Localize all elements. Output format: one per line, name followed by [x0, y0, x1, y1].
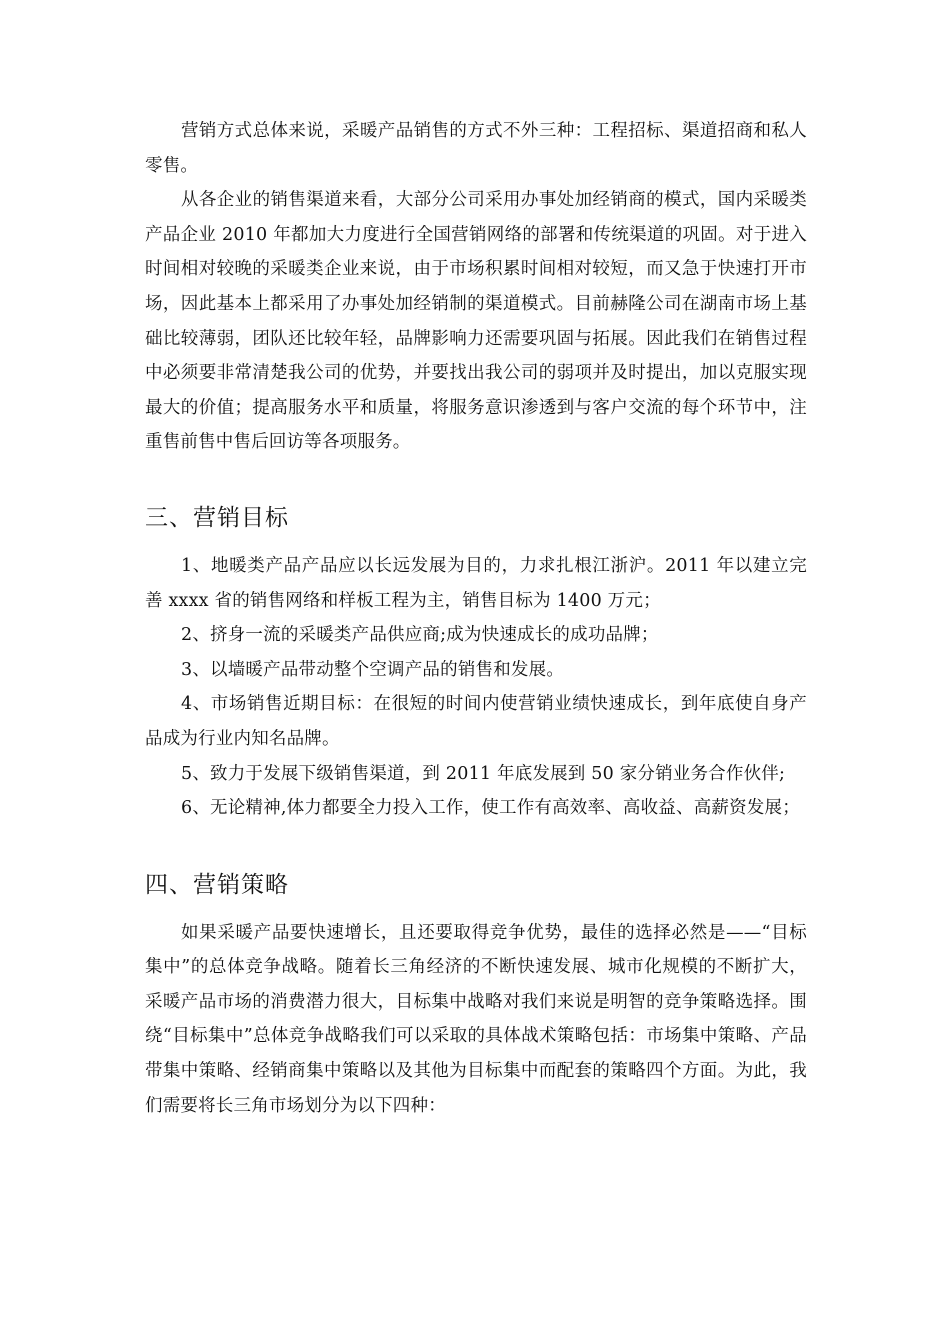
goal-item-2: 2、挤身一流的采暖类产品供应商;成为快速成长的成功品牌；	[181, 625, 659, 646]
section-heading-marketing-goals: 三、营销目标	[145, 504, 289, 531]
intro-paragraph-2: 从各企业的销售渠道来看，大部分公司采用办事处加经销商的模式，国内采暖类产品企业 2010 年都加大力度进行全国营销网络的部署和传统渠道的巩固。对于进入时间相对较晚的采暖类企业来说，由于市场积累时间相对较短，而又急于快速打开市场，因此基本上都采用了办事处加经销制的渠道模式。目前赫隆公司在湖南市场上基础比较薄弱，团队还比较年轻，品牌影响力还需要巩固与拓展。因此我们在销售过程中必须要非常清楚我公司的优势，并要找出我公司的弱项并及时提出，加以克服实现最大的价值；提高服务水平和质量，将服务意识渗透到与客户交流的每个环节中，注重售前售中售后回访等各项服务。	[145, 190, 807, 453]
goal-item-3: 3、以墙暖产品带动整个空调产品的销售和发展。	[181, 659, 565, 680]
goal-item-1: 1、地暖类产品产品应以长远发展为目的，力求扎根江浙沪。2011 年以建立完善 xxxx 省的销售网络和样板工程为主，销售目标为 1400 万元；	[145, 555, 807, 611]
strategy-paragraph-1: 如果采暖产品要快速增长，且还要取得竞争优势，最佳的选择必然是——“目标集中”的总体竞争战略。随着长三角经济的不断快速发展、城市化规模的不断扩大，采暖产品市场的消费潜力很大，目标集中战略对我们来说是明智的竞争策略选择。围绕“目标集中”总体竞争战略我们可以采取的具体战术策略包括：市场集中策略、产品带集中策略、经销商集中策略以及其他为目标集中而配套的策略四个方面。为此，我们需要将长三角市场划分为以下四种：	[145, 922, 807, 1116]
document-body	[145, 114, 807, 1123]
section-heading-marketing-strategy: 四、营销策略	[145, 871, 289, 898]
goal-item-6: 6、无论精神,体力都要全力投入工作，使工作有高效率、高收益、高薪资发展；	[181, 798, 800, 819]
goal-item-4: 4、市场销售近期目标：在很短的时间内使营销业绩快速成长，到年底使自身产品成为行业内知名品牌。	[145, 694, 807, 749]
goal-item-5: 5、致力于发展下级销售渠道，到 2011 年底发展到 50 家分销业务合作伙伴;	[181, 763, 786, 784]
intro-paragraph-1: 营销方式总体来说，采暖产品销售的方式不外三种：工程招标、渠道招商和私人零售。	[145, 121, 807, 176]
